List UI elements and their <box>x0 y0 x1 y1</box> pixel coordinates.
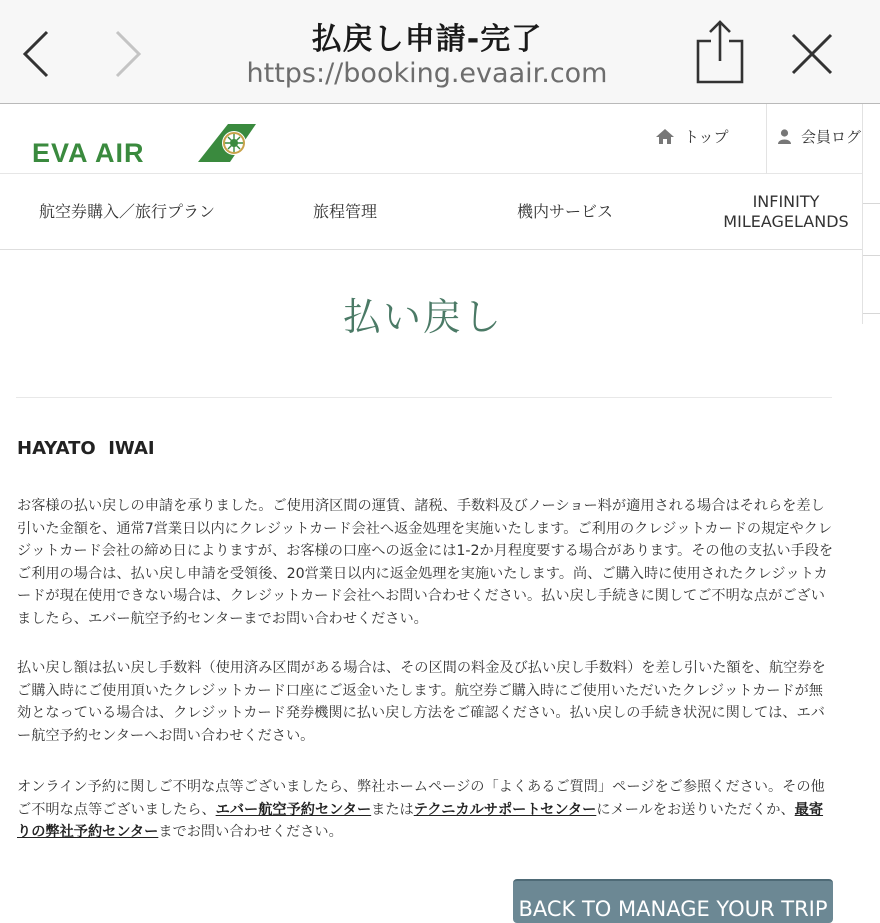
contact-text-3: にメールをお送りいただくか、 <box>596 801 795 818</box>
contact-text-4: までお問い合わせください。 <box>158 824 343 841</box>
page-edge-mark <box>863 203 880 204</box>
nav-item-manage-trip[interactable]: 旅程管理 <box>312 202 377 221</box>
header-top-link[interactable] <box>656 126 729 147</box>
browser-toolbar <box>0 0 880 104</box>
nearest-reservation-center-link[interactable]: 最寄りの弊社予約センター <box>17 801 824 841</box>
back-to-manage-trip-button[interactable]: BACK TO MANAGE YOUR TRIP <box>513 879 833 923</box>
main-navigation <box>0 174 862 250</box>
page-title: 払い戻し <box>342 295 503 339</box>
header-top-label: トップ <box>684 128 729 146</box>
reservation-center-link[interactable]: エバー航空予約センター <box>215 801 372 818</box>
page-edge-mark <box>863 255 880 256</box>
svg-text:EVA AIR: EVA AIR <box>32 138 145 168</box>
eva-air-logo[interactable] <box>30 114 260 168</box>
refund-amount-paragraph: 払い戻し額は払い戻し手数料（使用済み区間がある場合は、その区間の料金及び払い戻し手数料）を差し引いた額を、航空券をご購入時にご使用頂いたクレジットカード口座にご返金いたします。航空券ご購入時にご使用いただいたクレジットカードが無効となっている場合は、クレジットカード発券機関に払い戻し方法をご確認ください。払い戻しの手続き状況に関しては、エバー航空予約センターへお問い合わせください。 <box>17 660 826 744</box>
nav-item-infinity-line1: INFINITY <box>752 192 820 211</box>
home-icon <box>656 129 674 144</box>
header-member-label: 会員ログ <box>801 128 862 146</box>
refund-notice-paragraph: お客様の払い戻しの申請を承りました。ご使用済区間の運賃、諸税、手数料及びノーショー料が適用される場合はそれらを差し引いた金額を、通常7営業日以内にクレジットカード会社へ返金処理を実施いたします。ご利用のクレジットカードの規定やクレジットカード会社の締め日によりますが、お客様の口座への返金には1-2か月程度要する場合があります。その他の支払い手段をご利用の場合は、払い戻し申請を受領後、20営業日以内に返金処理を実施いたします。尚、ご購入時に使用されたクレジットカードが現在使用できない場合は、クレジットカード会社へお問い合わせください。払い戻し手続きに関してご不明な点がございましたら、エバー航空予約センターまでお問い合わせください。 <box>17 498 834 627</box>
contact-text-1: オンライン予約に関しご不明な点等ございましたら、弊社ホームページの「よくあるご質問」ページをご参照ください。その他ご不明な点等ございましたら、 <box>17 779 825 818</box>
header-divider <box>766 104 767 174</box>
nav-item-booking[interactable]: 航空券購入／旅行プラン <box>38 202 215 221</box>
passenger-name: HAYATO IWAI <box>17 438 155 459</box>
page-edge-mark <box>863 313 880 314</box>
contact-text-2: または <box>371 801 414 818</box>
user-icon <box>778 129 791 144</box>
header-member-login-link[interactable] <box>778 126 861 147</box>
browser-url[interactable]: https://booking.evaair.com <box>246 58 608 89</box>
contact-paragraph <box>17 776 837 844</box>
share-icon[interactable] <box>690 18 750 86</box>
page-edge-divider <box>862 104 863 324</box>
browser-page-title: 払戻し申請-完了 <box>311 22 543 57</box>
close-icon[interactable] <box>784 26 840 82</box>
site-header <box>0 104 862 174</box>
content-divider <box>16 397 832 398</box>
nav-item-infinity-line2: MILEAGELANDS <box>723 212 849 231</box>
nav-item-infinity-mileagelands[interactable] <box>708 174 864 250</box>
technical-support-link[interactable]: テクニカルサポートセンター <box>413 801 597 818</box>
nav-item-inflight-service[interactable]: 機内サービス <box>516 202 613 221</box>
